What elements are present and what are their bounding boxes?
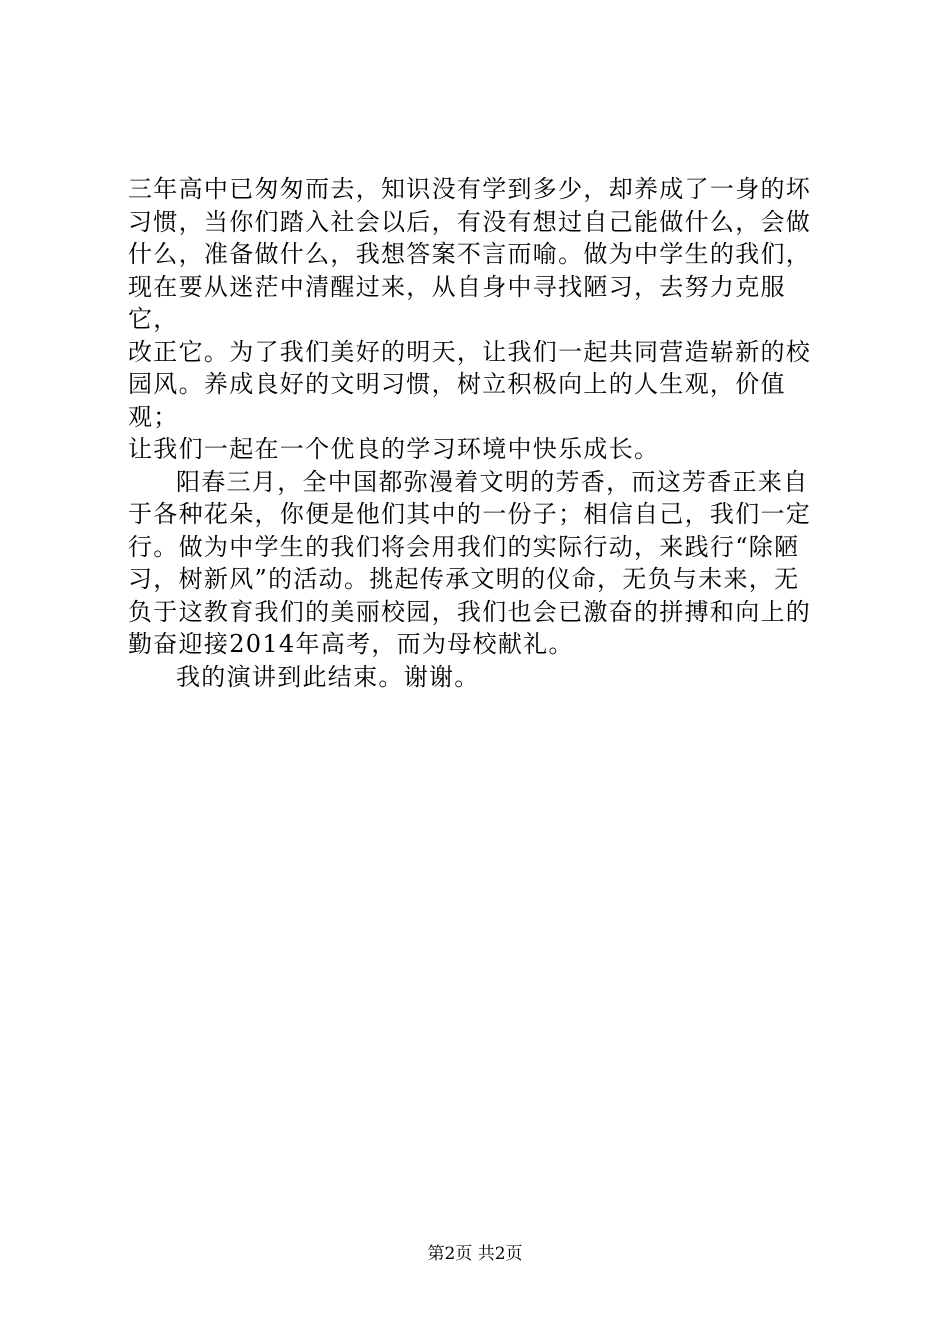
paragraph-1-line-1: 三年高中已匆匆而去，知识没有学到多少，却养成了一身的坏 <box>128 175 812 203</box>
paragraph-1-line-4: 现在要从迷茫中清醒过来，从自身中寻找陋习，去努力克服它， <box>128 272 786 333</box>
paragraph-3 <box>128 661 828 694</box>
paragraph-1-line-3: 什么，准备做什么，我想答案不言而喻。做为中学生的我们， <box>128 240 812 268</box>
paragraph-2-line-3: 行。做为中学生的我们将会用我们的实际行动，来践行“除陋 <box>128 532 800 561</box>
paragraph-3-line-1: 我的演讲到此结束。谢谢。 <box>176 662 480 691</box>
paragraph-2 <box>128 466 828 661</box>
paragraph-2-line-2: 于各种花朵，你便是他们其中的一份子；相信自己，我们一定 <box>128 500 812 528</box>
paragraph-1 <box>128 173 828 466</box>
paragraph-2-line-6: 勤奋迎接2014年高考，而为母校献礼。 <box>128 630 574 658</box>
paragraph-2-line-5: 负于这教育我们的美丽校园，我们也会已激奋的拼搏和向上的 <box>128 597 812 626</box>
paragraph-1-line-5: 改正它。为了我们美好的明天，让我们一起共同营造崭新的校 <box>128 337 812 366</box>
page-footer <box>0 1244 950 1264</box>
page-number-label: 第2页 共2页 <box>427 1244 523 1264</box>
paragraph-1-line-7: 让我们一起在一个优良的学习环境中快乐成长。 <box>128 435 660 463</box>
paragraph-2-line-4: 习，树新风”的活动。挑起传承文明的仪命，无负与未来，无 <box>128 565 800 593</box>
body-text <box>128 173 828 693</box>
paragraph-1-line-2: 习惯，当你们踏入社会以后，有没有想过自己能做什么，会做 <box>128 207 812 236</box>
paragraph-2-line-1: 阳春三月，全中国都弥漫着文明的芳香，而这芳香正来自 <box>176 467 809 496</box>
paragraph-1-line-6: 园风。养成良好的文明习惯，树立积极向上的人生观，价值观； <box>128 370 786 431</box>
